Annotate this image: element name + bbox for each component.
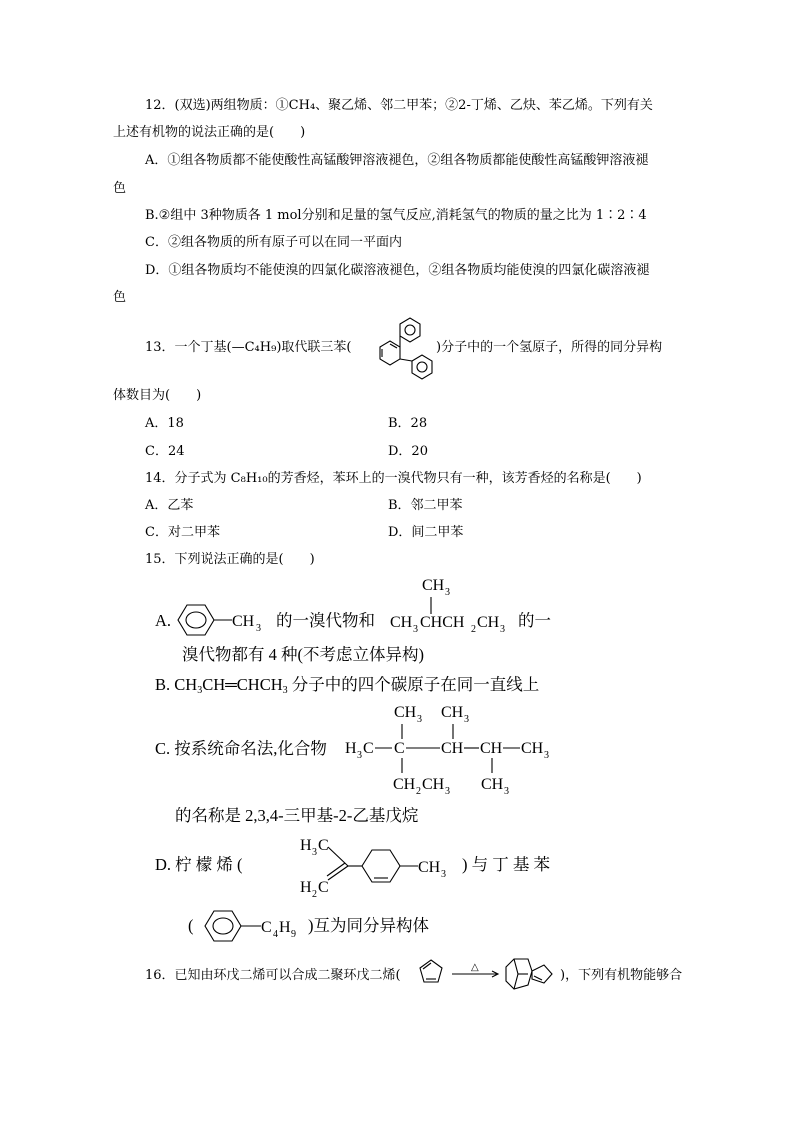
q16-stem-pre: 16．已知由环戊二烯可以合成二聚环戊二烯( [145, 968, 401, 983]
q15-option-d-post: ) 与 丁 基 苯 [462, 855, 550, 874]
svg-text:CH: CH [393, 776, 416, 793]
svg-text:2: 2 [312, 889, 317, 900]
svg-text:3: 3 [441, 869, 446, 880]
svg-text:3: 3 [500, 624, 505, 635]
q12-option-b: B.②组中 3种物质各 1 mol分别和足量的氢气反应,消耗氢气的物质的量之比为 1∶2∶4 [145, 208, 647, 223]
svg-text:CH: CH [232, 613, 255, 630]
q13-stem-line2: 体数目为( ) [113, 388, 202, 403]
svg-text:C: C [394, 740, 405, 757]
svg-text:CH: CH [481, 776, 504, 793]
svg-text:3: 3 [357, 750, 362, 761]
q12-option-c: C．②组各物质的所有原子可以在同一平面内 [145, 235, 402, 250]
svg-text:9: 9 [291, 929, 296, 940]
q12-stem-line1: 12．(双选)两组物质：①CH₄、聚乙烯、邻二甲苯；②2-丁烯、乙炔、苯乙烯。下列有关 [145, 98, 653, 113]
q13-stem-pre: 13．一个丁基(—C₄H₉)取代联三苯( [145, 340, 352, 355]
q12-option-d-cont: 色 [113, 290, 127, 305]
svg-text:4: 4 [273, 929, 278, 940]
svg-text:C: C [318, 879, 329, 896]
q15-option-c-line2: 的名称是 2,3,4-三甲基-2-乙基戊烷 [175, 806, 419, 825]
svg-text:CH: CH [480, 740, 503, 757]
svg-text:3: 3 [413, 624, 418, 635]
svg-text:3: 3 [464, 714, 469, 725]
svg-text:3: 3 [256, 623, 261, 634]
q12-option-a: A．①组各物质都不能使酸性高锰酸钾溶液褪色，②组各物质都能使酸性高锰酸钾溶液褪 [145, 153, 649, 168]
q16-stem-post: )，下列有机物能够合 [560, 968, 683, 983]
svg-text:3: 3 [312, 847, 317, 858]
svg-text:2: 2 [416, 786, 421, 797]
svg-text:3: 3 [544, 750, 549, 761]
q14-option-b: B．邻二甲苯 [388, 498, 463, 513]
q15-option-a-end: 的一 [518, 611, 551, 630]
q15-stem: 15．下列说法正确的是( ) [145, 552, 315, 567]
svg-text:H: H [300, 879, 312, 896]
svg-text:H: H [279, 919, 291, 936]
svg-text:H: H [345, 740, 357, 757]
q15-option-d-pre: D. 柠 檬 烯 ( [155, 855, 243, 874]
svg-text:C: C [318, 837, 329, 854]
q15-option-c-pre: C. 按系统命名法,化合物 [155, 739, 327, 758]
cyclopentadiene-dimerization-scheme [418, 955, 560, 995]
q13-option-a: A．18 [145, 416, 184, 431]
q13-stem-post: )分子中的一个氢原子，所得的同分异构 [436, 340, 663, 355]
svg-text:CH: CH [422, 776, 445, 793]
svg-text:CH: CH [441, 704, 464, 721]
svg-text:H: H [300, 837, 312, 854]
limonene-structure [298, 832, 448, 898]
svg-text:3: 3 [504, 786, 509, 797]
svg-text:CH: CH [394, 704, 417, 721]
svg-text:CH: CH [418, 859, 441, 876]
q15-option-a-mid: 的一溴代物和 [276, 611, 375, 630]
svg-text:CH: CH [422, 577, 445, 594]
butylbenzene-structure [203, 908, 303, 944]
q12-option-a-cont: 色 [113, 181, 127, 196]
isopentane-structure [390, 573, 515, 635]
branched-alkane-structure [345, 700, 560, 800]
svg-text:CHCH: CHCH [420, 614, 465, 631]
q15-option-b: B. $CH_3CH═CHCH_3$ 分子中的四个碳原子在同一直线上 [155, 675, 540, 696]
heat-symbol: △ [471, 962, 479, 973]
q13-option-d: D．20 [388, 444, 428, 459]
svg-text:C: C [261, 919, 272, 936]
svg-text:2: 2 [471, 624, 476, 635]
q14-stem: 14．分子式为 C₈H₁₀的芳香烃，苯环上的一溴代物只有一种，该芳香烃的名称是( ) [145, 471, 642, 486]
q14-option-a: A．乙苯 [145, 498, 194, 513]
q15-option-a-line2: 溴代物都有 4 种(不考虑立体异构) [182, 645, 424, 664]
svg-text:3: 3 [417, 714, 422, 725]
terphenyl-structure [355, 312, 437, 378]
svg-text:CH: CH [521, 740, 544, 757]
q13-option-b: B．28 [388, 416, 428, 431]
svg-text:3: 3 [445, 587, 450, 598]
q13-option-c: C．24 [145, 444, 185, 459]
svg-text:C: C [363, 740, 374, 757]
q14-option-d: D．间二甲苯 [388, 525, 464, 540]
q15-option-d-line2: )互为同分异构体 [308, 916, 429, 935]
toluene-structure [176, 602, 271, 638]
svg-text:CH: CH [390, 614, 413, 631]
q12-stem-line2: 上述有机物的说法正确的是( ) [113, 125, 306, 140]
q12-option-d: D．①组各物质均不能使溴的四氯化碳溶液褪色，②组各物质均能使溴的四氯化碳溶液褪 [145, 263, 650, 278]
q15-option-a-label: A. [155, 611, 172, 630]
svg-text:CH: CH [441, 740, 464, 757]
svg-text:3: 3 [445, 786, 450, 797]
q14-option-c: C．对二甲苯 [145, 525, 220, 540]
svg-text:CH: CH [477, 614, 500, 631]
q15-option-d-open-paren: ( [188, 916, 194, 935]
